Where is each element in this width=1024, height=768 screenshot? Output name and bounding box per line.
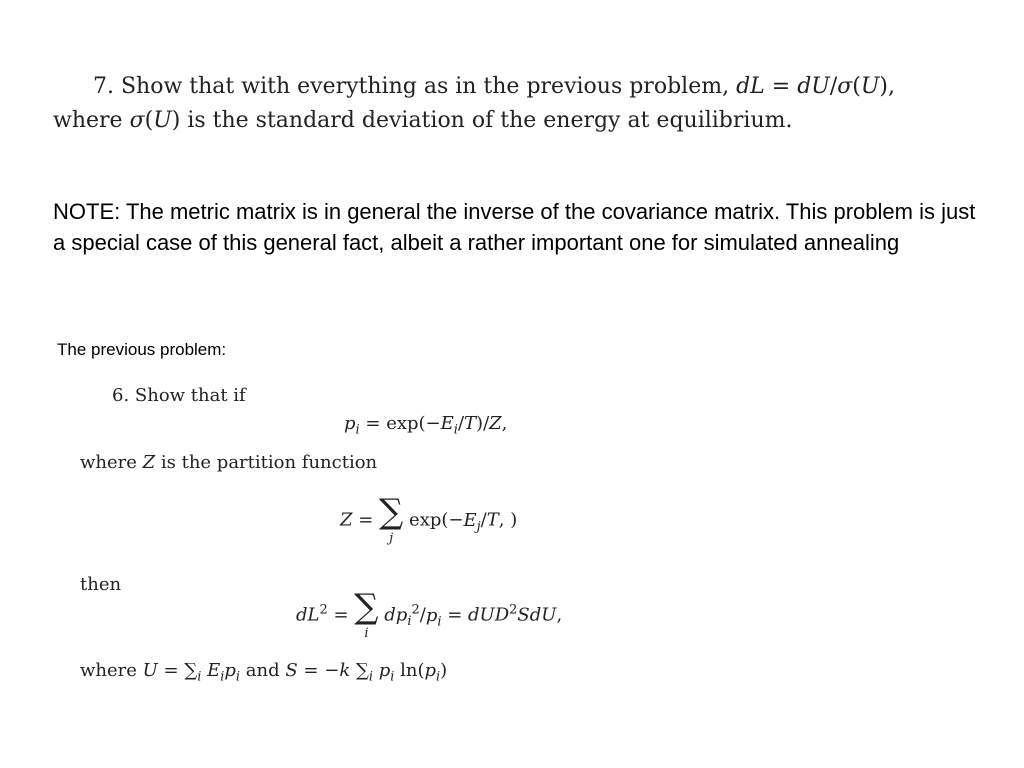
definitions-line: where $U = \sum_i$ $E_ip_i$ and S = −k $\sum_i$ $p_i$ $\ln(p_i)$	[80, 660, 448, 685]
problem-7-where: where	[53, 108, 123, 133]
sum-symbol-j: ∑ j	[379, 492, 404, 546]
problem-7-sigma: σ(U)	[129, 108, 181, 133]
problem-7-equation: dL = dU/σ(U),	[736, 74, 895, 99]
partition-function-text: where Z is the partition function	[80, 452, 378, 473]
sum-index-j: j	[389, 531, 394, 546]
note-paragraph: NOTE: The metric matrix is in general the inverse of the covariance matrix. This problem is just a special case of this general fact, albeit a rather important one for simulated annealing	[53, 199, 976, 255]
previous-problem-label: The previous problem:	[57, 340, 227, 359]
equation-metric: $dL^2$ = ∑ i $dp_i^2/p_i = dUD^2SdU$,	[296, 587, 563, 641]
problem-7-text: 7. Show that with everything as in the previous problem,	[93, 74, 730, 99]
then-text: then	[80, 574, 122, 595]
sum-index-i: i	[364, 626, 369, 641]
equation-partition: Z = ∑ j $\exp(-E_j/T$, )	[340, 492, 518, 546]
problem-7-line-1	[93, 74, 895, 99]
problem-6-intro: 6. Show that if	[112, 385, 246, 406]
problem-7-line-2	[53, 108, 792, 133]
sum-symbol-i: ∑ i	[354, 587, 379, 641]
equation-p-i: $p_i = \exp(-E_i/T)/Z$,	[344, 413, 508, 438]
problem-7-rest: is the standard deviation of the energy at equilibrium.	[187, 108, 793, 133]
